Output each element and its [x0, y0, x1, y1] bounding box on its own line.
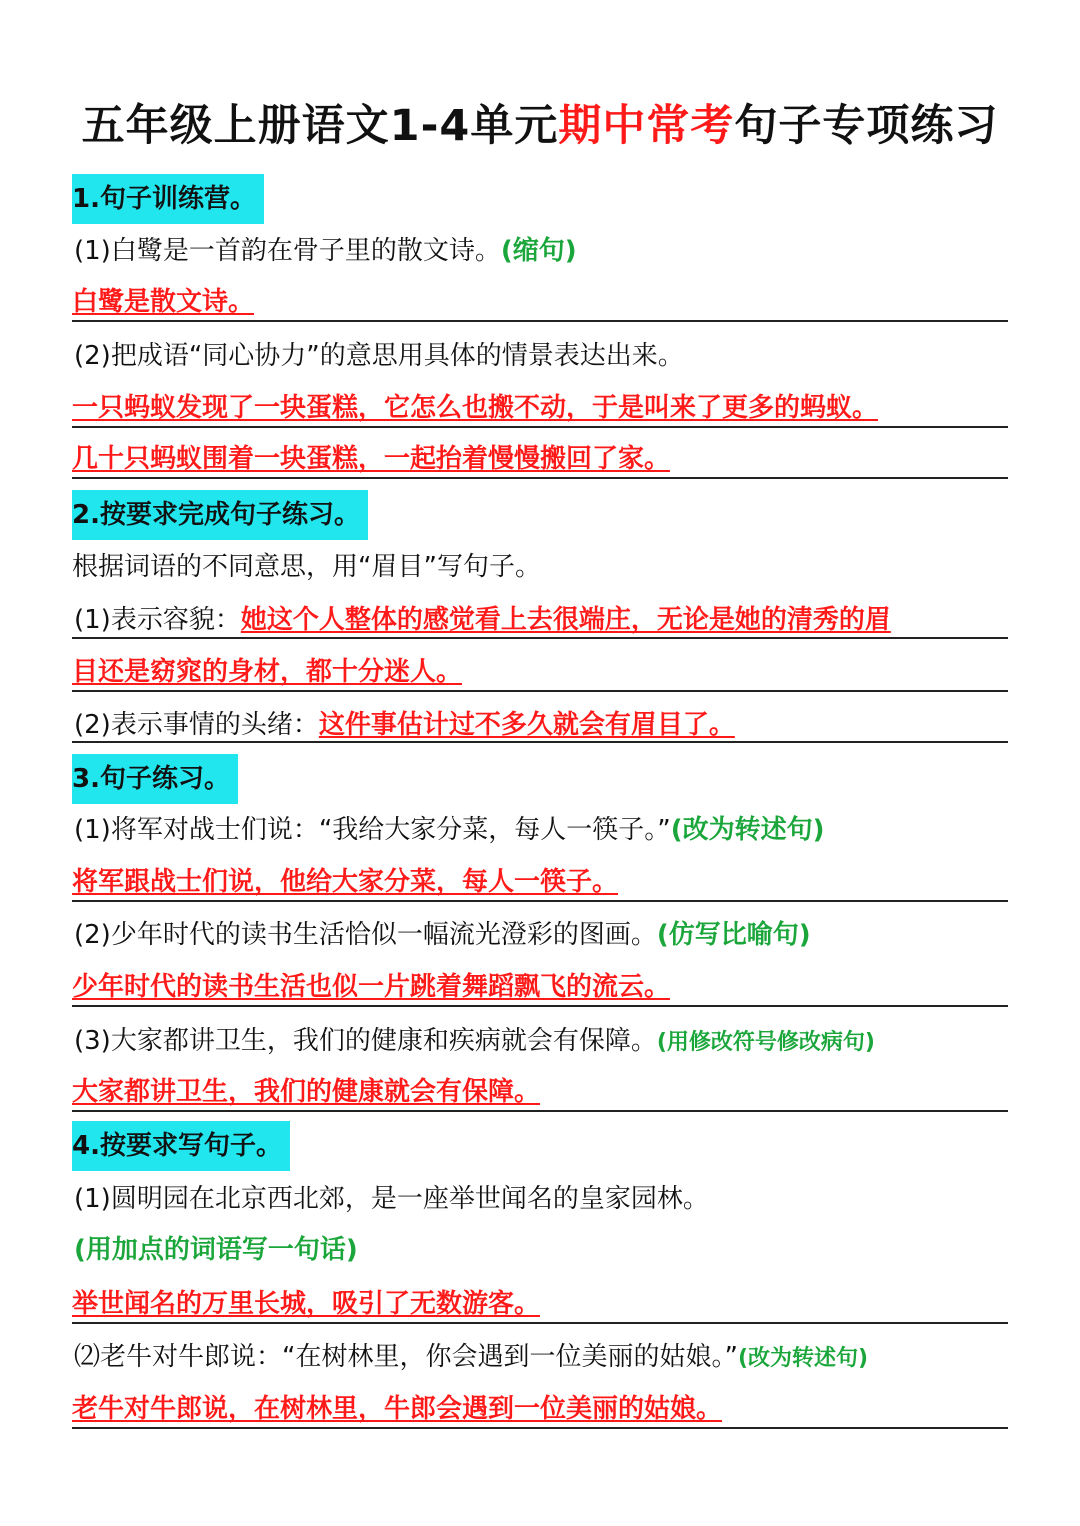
- answer-4-2: [72, 1391, 1008, 1429]
- section-heading-2: 2.按要求完成句子练习。: [72, 490, 368, 540]
- answer-2-1-line2: [72, 654, 1008, 692]
- title-part2: 句子专项练习: [734, 101, 999, 151]
- title-highlight: 期中常考: [558, 101, 735, 151]
- question-note: (缩句): [500, 236, 577, 266]
- answer-text: 将军跟战士们说，他给大家分菜，每人一筷子。: [72, 867, 619, 897]
- answer-3-3: [72, 1074, 1008, 1112]
- section-heading-3: 3.句子练习。: [72, 754, 238, 804]
- question-3-3: [74, 1023, 875, 1061]
- answer-text: 她这个人整体的感觉看上去很端庄，无论是她的清秀的眉: [240, 605, 891, 635]
- question-1-1: [74, 233, 577, 269]
- question-text: (1)白鹭是一首韵在骨子里的散文诗。: [74, 236, 501, 266]
- question-3-1: [74, 812, 825, 848]
- section-heading-1: 1.句子训练营。: [72, 174, 264, 224]
- answer-3-1: [72, 864, 1008, 902]
- question-text: (3)大家都讲卫生，我们的健康和疾病就会有保障。: [74, 1026, 657, 1056]
- answer-text: 白鹭是散文诗。: [72, 287, 255, 317]
- answer-text: 老牛对牛郎说，在树林里，牛郎会遇到一位美丽的姑娘。: [72, 1394, 723, 1424]
- question-label: (1)表示容貌：: [74, 605, 241, 635]
- question-2-1: [74, 602, 891, 638]
- answer-text: 举世闻名的万里长城，吸引了无数游客。: [72, 1289, 541, 1319]
- answer-text: 目还是窈窕的身材，都十分迷人。: [72, 657, 463, 687]
- question-note: (用加点的词语写一句话): [74, 1235, 358, 1265]
- question-text: (1)将军对战士们说：“我给大家分菜，每人一筷子。”: [74, 815, 671, 845]
- answer-rule: [72, 741, 1008, 743]
- answer-text: 大家都讲卫生，我们的健康就会有保障。: [72, 1077, 541, 1107]
- answer-text: 一只蚂蚁发现了一块蛋糕，它怎么也搬不动，于是叫来了更多的蚂蚁。: [72, 393, 879, 423]
- answer-text: 几十只蚂蚁围着一块蛋糕，一起抬着慢慢搬回了家。: [72, 444, 671, 474]
- question-4-1: (1)圆明园在北京西北郊，是一座举世闻名的皇家园林。: [74, 1184, 709, 1214]
- answer-rule: [72, 637, 1008, 639]
- question-4-2: [74, 1339, 868, 1377]
- question-note: (改为转述句): [670, 815, 825, 845]
- answer-1-1: [72, 284, 1008, 322]
- title-part1: 五年级上册语文1-4单元: [81, 101, 559, 151]
- page-title: [0, 92, 1080, 153]
- answer-4-1: [72, 1286, 1008, 1324]
- answer-text: 少年时代的读书生活也似一片跳着舞蹈飘飞的流云。: [72, 972, 671, 1002]
- answer-1-2-line2: [72, 441, 1008, 479]
- question-note: (仿写比喻句): [656, 920, 811, 950]
- answer-text: 这件事估计过不多久就会有眉目了。: [318, 710, 735, 740]
- question-label: (2)表示事情的头绪：: [74, 710, 319, 740]
- question-1-2: (2)把成语“同心协力”的意思用具体的情景表达出来。: [74, 341, 684, 371]
- question-4-1-note: [74, 1232, 358, 1268]
- section-heading-4: 4.按要求写句子。: [72, 1121, 290, 1171]
- question-note: (改为转述句): [737, 1346, 869, 1371]
- question-note: (用修改符号修改病句): [656, 1030, 875, 1055]
- question-text: (2)少年时代的读书生活恰似一幅流光澄彩的图画。: [74, 920, 657, 950]
- question-2-2: [74, 707, 735, 743]
- section-2-intro: 根据词语的不同意思，用“眉目”写句子。: [72, 552, 541, 582]
- answer-3-2: [72, 969, 1008, 1007]
- question-text: ⑵老牛对牛郎说：“在树林里，你会遇到一位美丽的姑娘。”: [74, 1342, 738, 1372]
- question-3-2: [74, 917, 811, 953]
- answer-1-2-line1: [72, 390, 1008, 428]
